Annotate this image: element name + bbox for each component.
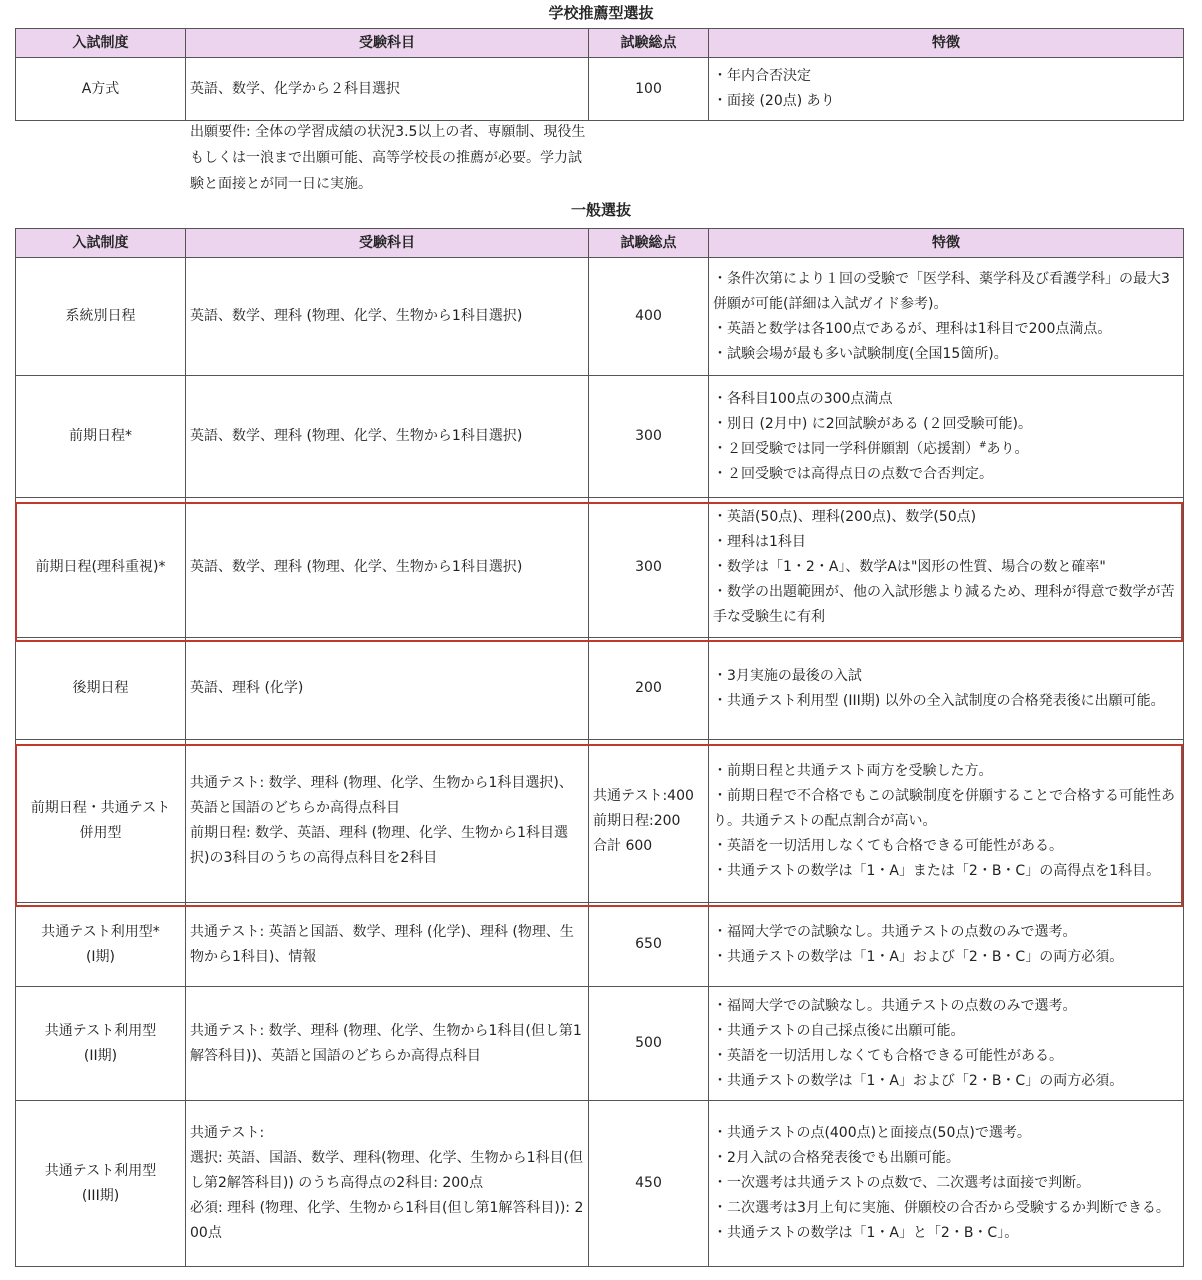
cell-total xyxy=(589,903,709,987)
cell-total xyxy=(589,376,709,498)
cell-subjects-line: 選択: 英語、国語、数学、理科(物理、化学、生物から1科目(但し第2解答科目)) のうち高得点の2科目: 200点 xyxy=(190,1150,583,1191)
feature-line: ・英語(50点)、理科(200点)、数学(50点) xyxy=(713,509,977,525)
cell-system-line: 後期日程 xyxy=(72,680,129,696)
cell-total-line: 合計 600 xyxy=(593,837,653,854)
cell-subjects-line: 英語、数学、理科 (物理、化学、生物から1科目選択) xyxy=(190,559,523,575)
cell-total: 100 xyxy=(589,58,709,121)
cell-system xyxy=(16,376,186,498)
feature-line: ・条件次第により１回の受験で「医学科、薬学科及び看護学科」の最大3併願が可能(詳細は入試ガイド参考)。 xyxy=(713,270,1170,312)
cell-system-line: 系統別日程 xyxy=(65,308,136,324)
general-table xyxy=(15,228,1184,1267)
cell-features xyxy=(709,498,1184,638)
cell-subjects: 英語、数学、化学から２科目選択 xyxy=(186,58,589,121)
cell-subjects-line: 英語、数学、理科 (物理、化学、生物から1科目選択) xyxy=(190,308,523,324)
feature-line: ・試験会場が最も多い試験制度(全国15箇所)。 xyxy=(713,345,1008,362)
cell-subjects xyxy=(186,740,589,903)
feature-line: ・共通テストの点(400点)と面接点(50点)で選考。 xyxy=(713,1125,1031,1141)
feature-line: ・共通テストの数学は「1・A」と「2・B・C」。 xyxy=(713,1225,1019,1241)
cell-system-line: 前期日程(理科重視)* xyxy=(35,559,166,575)
cell-total xyxy=(589,987,709,1101)
table-header-row xyxy=(16,229,1184,258)
cell-total-line: 400 xyxy=(635,308,662,324)
cell-system: A方式 xyxy=(16,58,186,121)
cell-features xyxy=(709,258,1184,376)
cell-subjects-line: 必須: 理科 (物理、化学、生物から1科目(但し第1解答科目)): 200点 xyxy=(190,1200,584,1241)
table-row xyxy=(16,903,1184,987)
recommendation-table xyxy=(15,28,1184,121)
feature-line: ・共通テストの数学は「1・A」および「2・B・C」の両方必須。 xyxy=(713,1072,1124,1089)
cell-total-line: 前期日程:200 xyxy=(593,812,681,829)
cell-system-line: (II期) xyxy=(83,1047,118,1064)
cell-system-line: 共通テスト利用型 xyxy=(44,1162,157,1179)
header-total: 試験総点 xyxy=(589,229,709,258)
cell-subjects xyxy=(186,638,589,740)
table-row xyxy=(16,740,1184,903)
cell-subjects-line: 前期日程: 数学、英語、理科 (物理、化学、生物から1科目選択)の3科目のうちの高得点科目を2科目 xyxy=(190,825,568,866)
table-row xyxy=(16,58,1184,121)
cell-total xyxy=(589,1101,709,1267)
cell-subjects xyxy=(186,1101,589,1267)
feature-line: ・3月実施の最後の入試 xyxy=(713,667,862,684)
header-subjects: 受験科目 xyxy=(186,229,589,258)
feature-line: ・数学の出題範囲が、他の入試形態より減るため、理科が得意で数学が苦手な受験生に有利 xyxy=(713,584,1175,625)
table-row xyxy=(16,1101,1184,1267)
cell-features xyxy=(709,58,1184,121)
feature-line: ・別日 (2月中) に2回試験がある (２回受験可能)。 xyxy=(713,415,1033,432)
header-features: 特徴 xyxy=(709,229,1184,258)
cell-subjects xyxy=(186,987,589,1101)
cell-total xyxy=(589,740,709,903)
table-row xyxy=(16,258,1184,376)
feature-line: ・数学は「1・2・A」、数学Aは"図形の性質、場合の数と確率" xyxy=(713,559,1106,575)
header-features: 特徴 xyxy=(709,29,1184,58)
feature-line: ・英語と数学は各100点であるが、理科は1科目で200点満点。 xyxy=(713,320,1112,337)
cell-subjects xyxy=(186,498,589,638)
cell-subjects xyxy=(186,376,589,498)
table-row xyxy=(16,498,1184,638)
cell-total-line: 300 xyxy=(635,559,662,575)
cell-features xyxy=(709,376,1184,498)
cell-system-line: 前期日程・共通テスト xyxy=(30,800,171,816)
section-title-recommendation: 学校推薦型選抜 xyxy=(548,4,654,22)
cell-total-line: 650 xyxy=(635,936,662,952)
feature-line: ・共通テスト利用型 (III期) 以外の全入試制度の合格発表後に出願可能。 xyxy=(713,692,1165,709)
header-system: 入試制度 xyxy=(16,229,186,258)
cell-system-line: (I期) xyxy=(85,948,116,965)
cell-system xyxy=(16,638,186,740)
feature-line: ・福岡大学での試験なし。共通テストの点数のみで選考。 xyxy=(713,997,1077,1014)
feature-line: ・福岡大学での試験なし。共通テストの点数のみで選考。 xyxy=(713,923,1077,940)
cell-system-line: 前期日程* xyxy=(69,428,132,444)
section-title-general: 一般選抜 xyxy=(570,201,631,219)
cell-system xyxy=(16,498,186,638)
feature-line: ・2月入試の合格発表後でも出願可能。 xyxy=(713,1150,960,1166)
cell-total-line: 共通テスト:400 xyxy=(593,787,694,804)
cell-features xyxy=(709,987,1184,1101)
cell-subjects-line: 共通テスト: 英語と国語、数学、理科 (化学)、理科 (物理、生物から1科目)、情報 xyxy=(190,923,574,965)
table-row xyxy=(16,376,1184,498)
feature-line: ・二次選考は3月上旬に実施、併願校の合否から受験するか判断できる。 xyxy=(713,1200,1170,1216)
cell-subjects xyxy=(186,903,589,987)
table-row xyxy=(16,987,1184,1101)
cell-subjects-line: 共通テスト: 数学、理科 (物理、化学、生物から1科目選択)、英語と国語のどちらか高得点科目 xyxy=(190,775,573,816)
cell-total xyxy=(589,258,709,376)
cell-system-line: 共通テスト利用型 xyxy=(44,1022,157,1039)
feature-line: ・年内合否決定 xyxy=(713,68,811,84)
cell-total xyxy=(589,638,709,740)
feature-line: ・共通テストの数学は「1・A」および「2・B・C」の両方必須。 xyxy=(713,948,1124,965)
feature-line: ・英語を一切活用しなくても合格できる可能性がある。 xyxy=(713,1047,1063,1064)
cell-subjects-line: 共通テスト: xyxy=(190,1125,265,1141)
feature-line: ・面接 (20点) あり xyxy=(713,93,835,109)
feature-line: ・共通テストの自己採点後に出願可能。 xyxy=(713,1022,965,1039)
header-system: 入試制度 xyxy=(16,29,186,58)
cell-total-line: 200 xyxy=(635,680,662,696)
feature-line: ・共通テストの数学は「1・A」または「2・B・C」の高得点を1科目。 xyxy=(713,862,1161,879)
cell-system xyxy=(16,258,186,376)
cell-system-line: (III期) xyxy=(81,1187,120,1204)
feature-line: ・各科目100点の300点満点 xyxy=(713,390,893,407)
feature-line: ・一次選考は共通テストの点数で、二次選考は面接で判断。 xyxy=(713,1175,1091,1191)
table-header-row xyxy=(16,29,1184,58)
cell-total-line: 300 xyxy=(635,428,662,444)
cell-features xyxy=(709,1101,1184,1267)
table-row xyxy=(16,638,1184,740)
cell-subjects-line: 英語、理科 (化学) xyxy=(190,680,304,696)
cell-system xyxy=(16,740,186,903)
cell-subjects-line: 共通テスト: 数学、理科 (物理、化学、生物から1科目(但し第1解答科目))、英語と国語のどちらか高得点科目 xyxy=(190,1022,582,1064)
cell-system xyxy=(16,987,186,1101)
cell-total-line: 500 xyxy=(635,1035,662,1051)
cell-features xyxy=(709,740,1184,903)
cell-subjects-line: 英語、数学、理科 (物理、化学、生物から1科目選択) xyxy=(190,428,523,444)
cell-system xyxy=(16,1101,186,1267)
header-subjects: 受験科目 xyxy=(186,29,589,58)
cell-system-line: 共通テスト利用型* xyxy=(41,923,160,940)
cell-features xyxy=(709,903,1184,987)
feature-line: ・２回受験では高得点日の点数で合否判定。 xyxy=(713,465,993,482)
cell-system-line: 併用型 xyxy=(79,825,122,841)
feature-line: ・前期日程と共通テスト両方を受験した方。 xyxy=(713,762,993,779)
feature-line: ・英語を一切活用しなくても合格できる可能性がある。 xyxy=(713,837,1063,854)
cell-system xyxy=(16,903,186,987)
application-requirements-note: 出願要件: 全体の学習成績の状況3.5以上の者、専願制、現役生もしくは一浪まで出願可能、高等学校長の推薦が必要。学力試験と面接とが同一日に実施。 xyxy=(190,124,586,192)
feature-line: ・前期日程で不合格でもこの試験制度を併願することで合格する可能性あり。共通テストの配点割合が高い。 xyxy=(713,787,1175,829)
header-total: 試験総点 xyxy=(589,29,709,58)
cell-subjects xyxy=(186,258,589,376)
cell-total xyxy=(589,498,709,638)
feature-line: ・理科は1科目 xyxy=(713,534,806,550)
feature-line: ・２回受験では同一学科併願割（応援割）#あり。 xyxy=(713,439,1029,457)
cell-features xyxy=(709,638,1184,740)
cell-total-line: 450 xyxy=(635,1175,662,1191)
